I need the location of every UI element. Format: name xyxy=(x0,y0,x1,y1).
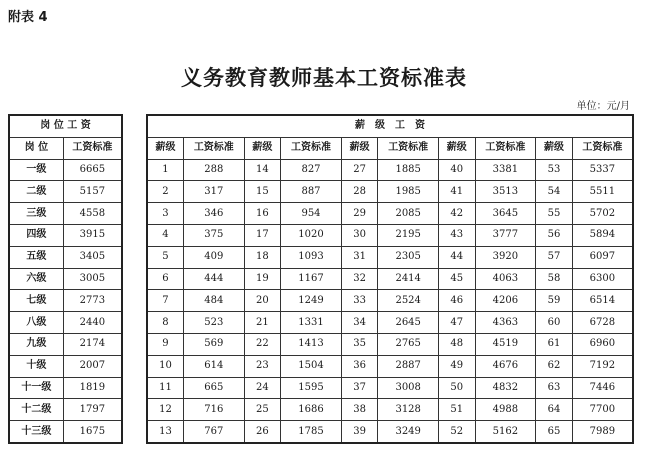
grade-cell: 43 xyxy=(439,224,475,246)
standard-cell: 2085 xyxy=(378,203,439,225)
grade-cell: 6 xyxy=(147,268,183,290)
grade-cell: 2 xyxy=(147,181,183,203)
table-row xyxy=(9,421,122,443)
table-row xyxy=(147,421,633,443)
table-row xyxy=(9,224,122,246)
standard-cell: 6514 xyxy=(572,290,633,312)
table-row xyxy=(9,246,122,268)
standard-cell: 1885 xyxy=(378,159,439,181)
table-row xyxy=(147,224,633,246)
standard-cell: 288 xyxy=(183,159,244,181)
standard-cell: 1020 xyxy=(281,224,342,246)
table-row xyxy=(9,355,122,377)
grade-cell: 46 xyxy=(439,290,475,312)
table-row xyxy=(9,203,122,225)
grade-column-header: 薪级 xyxy=(439,137,475,159)
table-row xyxy=(147,355,633,377)
grade-cell: 58 xyxy=(536,268,572,290)
grade-salary-table xyxy=(146,114,634,444)
standard-cell: 1167 xyxy=(281,268,342,290)
standard-cell: 4988 xyxy=(475,399,536,421)
grade-cell: 65 xyxy=(536,421,572,443)
standard-column-header: 工资标准 xyxy=(572,137,633,159)
table-row xyxy=(147,203,633,225)
post-level-cell: 六级 xyxy=(9,268,63,290)
standard-cell: 4676 xyxy=(475,355,536,377)
table-row xyxy=(147,159,633,181)
grade-cell: 51 xyxy=(439,399,475,421)
standard-cell: 2765 xyxy=(378,333,439,355)
standard-cell: 5337 xyxy=(572,159,633,181)
post-level-cell: 四级 xyxy=(9,224,63,246)
post-standard-cell: 3005 xyxy=(63,268,122,290)
standard-cell: 6097 xyxy=(572,246,633,268)
standard-cell: 887 xyxy=(281,181,342,203)
grade-cell: 15 xyxy=(244,181,280,203)
table-row xyxy=(9,377,122,399)
table-row xyxy=(9,399,122,421)
grade-cell: 12 xyxy=(147,399,183,421)
table-row xyxy=(147,246,633,268)
standard-cell: 5702 xyxy=(572,203,633,225)
standard-column-header: 工资标准 xyxy=(183,137,244,159)
standard-cell: 6300 xyxy=(572,268,633,290)
table-row xyxy=(147,377,633,399)
post-standard-cell: 2174 xyxy=(63,333,122,355)
standard-cell: 2414 xyxy=(378,268,439,290)
standard-cell: 523 xyxy=(183,312,244,334)
table-row xyxy=(9,268,122,290)
standard-cell: 375 xyxy=(183,224,244,246)
grade-cell: 14 xyxy=(244,159,280,181)
standard-cell: 2524 xyxy=(378,290,439,312)
table-row xyxy=(9,159,122,181)
grade-cell: 52 xyxy=(439,421,475,443)
standard-cell: 827 xyxy=(281,159,342,181)
table-row xyxy=(147,268,633,290)
standard-cell: 716 xyxy=(183,399,244,421)
table-row xyxy=(9,290,122,312)
standard-cell: 5894 xyxy=(572,224,633,246)
unit-label: 单位：元/月 xyxy=(576,101,630,112)
grade-cell: 29 xyxy=(341,203,377,225)
grade-cell: 50 xyxy=(439,377,475,399)
grade-cell: 40 xyxy=(439,159,475,181)
table-row xyxy=(9,181,122,203)
table-row xyxy=(147,312,633,334)
grade-cell: 36 xyxy=(341,355,377,377)
grade-column-header: 薪级 xyxy=(536,137,572,159)
standard-cell: 1686 xyxy=(281,399,342,421)
standard-cell: 3513 xyxy=(475,181,536,203)
grade-cell: 27 xyxy=(341,159,377,181)
grade-cell: 55 xyxy=(536,203,572,225)
grade-cell: 60 xyxy=(536,312,572,334)
post-standard-cell: 2440 xyxy=(63,312,122,334)
standard-cell: 3777 xyxy=(475,224,536,246)
post-standard-cell: 1797 xyxy=(63,399,122,421)
grade-cell: 57 xyxy=(536,246,572,268)
grade-cell: 11 xyxy=(147,377,183,399)
grade-cell: 17 xyxy=(244,224,280,246)
post-standard-cell: 5157 xyxy=(63,181,122,203)
standard-cell: 3381 xyxy=(475,159,536,181)
grade-column-header: 薪级 xyxy=(244,137,280,159)
grade-cell: 19 xyxy=(244,268,280,290)
grade-cell: 38 xyxy=(341,399,377,421)
standard-cell: 1504 xyxy=(281,355,342,377)
standard-cell: 1331 xyxy=(281,312,342,334)
standard-cell: 5511 xyxy=(572,181,633,203)
standard-cell: 7989 xyxy=(572,421,633,443)
standard-cell: 1785 xyxy=(281,421,342,443)
standard-cell: 2305 xyxy=(378,246,439,268)
table-row xyxy=(147,290,633,312)
grade-cell: 4 xyxy=(147,224,183,246)
post-level-cell: 二级 xyxy=(9,181,63,203)
grade-cell: 41 xyxy=(439,181,475,203)
grade-cell: 16 xyxy=(244,203,280,225)
post-level-cell: 七级 xyxy=(9,290,63,312)
post-standard-cell: 1819 xyxy=(63,377,122,399)
standard-cell: 5162 xyxy=(475,421,536,443)
grade-salary-header: 薪 级 工 资 xyxy=(147,115,633,137)
grade-cell: 56 xyxy=(536,224,572,246)
post-level-cell: 十三级 xyxy=(9,421,63,443)
grade-cell: 30 xyxy=(341,224,377,246)
post-standard-cell: 3405 xyxy=(63,246,122,268)
grade-cell: 8 xyxy=(147,312,183,334)
grade-cell: 32 xyxy=(341,268,377,290)
post-level-cell: 三级 xyxy=(9,203,63,225)
standard-cell: 4206 xyxy=(475,290,536,312)
post-level-cell: 十级 xyxy=(9,355,63,377)
standard-cell: 2887 xyxy=(378,355,439,377)
standard-cell: 2645 xyxy=(378,312,439,334)
post-standard-cell: 3915 xyxy=(63,224,122,246)
grade-cell: 54 xyxy=(536,181,572,203)
post-column-header: 岗 位 xyxy=(9,137,63,159)
standard-column-header: 工资标准 xyxy=(378,137,439,159)
post-standard-cell: 6665 xyxy=(63,159,122,181)
standard-cell: 444 xyxy=(183,268,244,290)
table-row xyxy=(147,333,633,355)
post-standard-cell: 4558 xyxy=(63,203,122,225)
standard-cell: 4519 xyxy=(475,333,536,355)
page-title: 义务教育教师基本工资标准表 xyxy=(181,65,467,90)
standard-cell: 4832 xyxy=(475,377,536,399)
standard-cell: 3128 xyxy=(378,399,439,421)
grade-column-header: 薪级 xyxy=(147,137,183,159)
post-standard-cell: 2007 xyxy=(63,355,122,377)
standard-cell: 1093 xyxy=(281,246,342,268)
grade-cell: 26 xyxy=(244,421,280,443)
standard-cell: 7700 xyxy=(572,399,633,421)
grade-cell: 5 xyxy=(147,246,183,268)
grade-cell: 44 xyxy=(439,246,475,268)
standard-cell: 317 xyxy=(183,181,244,203)
table-row xyxy=(147,399,633,421)
standard-cell: 4063 xyxy=(475,268,536,290)
standard-cell: 3249 xyxy=(378,421,439,443)
grade-cell: 18 xyxy=(244,246,280,268)
table-row xyxy=(147,181,633,203)
grade-cell: 31 xyxy=(341,246,377,268)
grade-cell: 48 xyxy=(439,333,475,355)
standard-cell: 954 xyxy=(281,203,342,225)
grade-cell: 39 xyxy=(341,421,377,443)
grade-cell: 61 xyxy=(536,333,572,355)
grade-cell: 42 xyxy=(439,203,475,225)
grade-column-header: 薪级 xyxy=(341,137,377,159)
table-row xyxy=(9,333,122,355)
post-standard-cell: 2773 xyxy=(63,290,122,312)
grade-cell: 47 xyxy=(439,312,475,334)
post-level-cell: 十一级 xyxy=(9,377,63,399)
grade-cell: 7 xyxy=(147,290,183,312)
post-standard-column-header: 工资标准 xyxy=(63,137,122,159)
table-row xyxy=(9,312,122,334)
post-level-cell: 五级 xyxy=(9,246,63,268)
standard-cell: 3008 xyxy=(378,377,439,399)
standard-cell: 3920 xyxy=(475,246,536,268)
grade-cell: 63 xyxy=(536,377,572,399)
standard-cell: 7446 xyxy=(572,377,633,399)
standard-column-header: 工资标准 xyxy=(281,137,342,159)
standard-cell: 409 xyxy=(183,246,244,268)
grade-cell: 22 xyxy=(244,333,280,355)
standard-cell: 7192 xyxy=(572,355,633,377)
grade-cell: 28 xyxy=(341,181,377,203)
grade-cell: 35 xyxy=(341,333,377,355)
standard-column-header: 工资标准 xyxy=(475,137,536,159)
grade-cell: 34 xyxy=(341,312,377,334)
standard-cell: 569 xyxy=(183,333,244,355)
standard-cell: 484 xyxy=(183,290,244,312)
grade-cell: 37 xyxy=(341,377,377,399)
grade-cell: 49 xyxy=(439,355,475,377)
post-standard-cell: 1675 xyxy=(63,421,122,443)
standard-cell: 2195 xyxy=(378,224,439,246)
grade-cell: 1 xyxy=(147,159,183,181)
standard-cell: 1249 xyxy=(281,290,342,312)
grade-cell: 59 xyxy=(536,290,572,312)
grade-cell: 21 xyxy=(244,312,280,334)
post-level-cell: 八级 xyxy=(9,312,63,334)
grade-cell: 62 xyxy=(536,355,572,377)
grade-cell: 23 xyxy=(244,355,280,377)
grade-cell: 20 xyxy=(244,290,280,312)
standard-cell: 1413 xyxy=(281,333,342,355)
grade-cell: 33 xyxy=(341,290,377,312)
standard-cell: 6728 xyxy=(572,312,633,334)
post-level-cell: 十二级 xyxy=(9,399,63,421)
grade-cell: 13 xyxy=(147,421,183,443)
standard-cell: 3645 xyxy=(475,203,536,225)
grade-cell: 45 xyxy=(439,268,475,290)
appendix-label: 附表 4 xyxy=(8,10,48,25)
grade-cell: 10 xyxy=(147,355,183,377)
standard-cell: 767 xyxy=(183,421,244,443)
grade-cell: 9 xyxy=(147,333,183,355)
standard-cell: 346 xyxy=(183,203,244,225)
grade-cell: 53 xyxy=(536,159,572,181)
post-level-cell: 一级 xyxy=(9,159,63,181)
standard-cell: 6960 xyxy=(572,333,633,355)
post-salary-header: 岗 位 工 资 xyxy=(9,115,122,137)
post-salary-table xyxy=(8,114,123,444)
standard-cell: 4363 xyxy=(475,312,536,334)
standard-cell: 1595 xyxy=(281,377,342,399)
grade-cell: 25 xyxy=(244,399,280,421)
grade-cell: 64 xyxy=(536,399,572,421)
standard-cell: 1985 xyxy=(378,181,439,203)
post-level-cell: 九级 xyxy=(9,333,63,355)
standard-cell: 614 xyxy=(183,355,244,377)
grade-cell: 24 xyxy=(244,377,280,399)
grade-cell: 3 xyxy=(147,203,183,225)
standard-cell: 665 xyxy=(183,377,244,399)
